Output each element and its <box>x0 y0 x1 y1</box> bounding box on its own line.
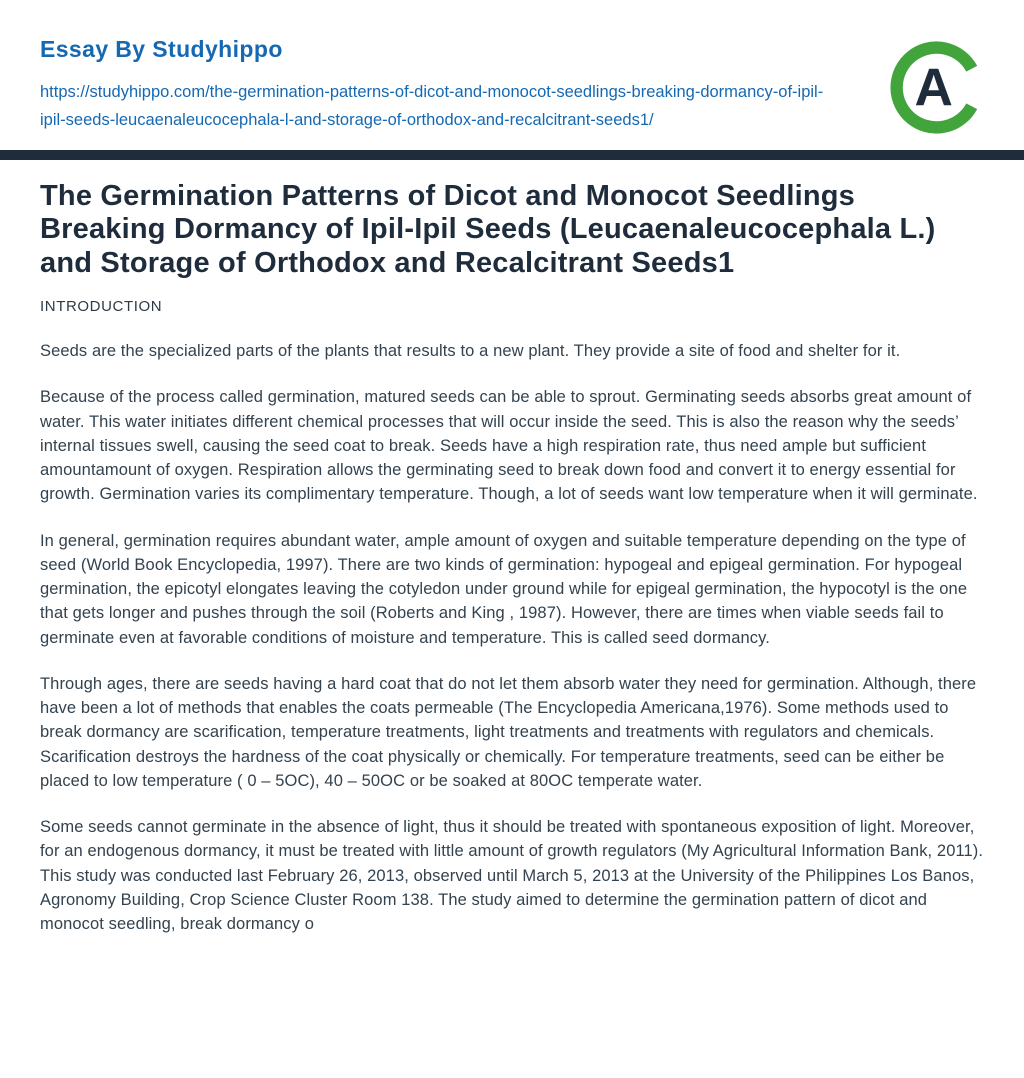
essay-title: The Germination Patterns of Dicot and Monocot Seedlings Breaking Dormancy of Ipil-Ipil Seeds (Leucaenaleucocephala L.) and Storage of Orthodox and Recalcitrant Seeds1 <box>40 180 936 279</box>
studyhippo-logo <box>889 40 984 135</box>
essay-content <box>0 160 1024 936</box>
logo-letter: A <box>914 58 953 118</box>
header-divider <box>0 150 1024 160</box>
page-header <box>0 0 1024 134</box>
paragraph: Some seeds cannot germinate in the absence of light, thus it should be treated with spontaneous exposition of light. Moreover, for an endogenous dormancy, it must be treated with little amount of growth regulators (My Agricultural Information Bank, 2011). This study was conducted last February 26, 2013, observed until March 5, 2013 at the University of the Philippines Los Banos, Agronomy Building, Crop Science Cluster Room 138. The study aimed to determine the germination pattern of dicot and monocot seedling, break dormancy o <box>40 818 984 934</box>
essay-url-link[interactable]: https://studyhippo.com/the-germination-patterns-of-dicot-and-monocot-seedlings-breaking-dormancy-of-ipil-ipil-seeds-leucaenaleucocephala-l-and-storage-of-orthodox-and-recalcitrant-seeds1/ <box>40 83 824 130</box>
section-heading-introduction: INTRODUCTION <box>40 298 163 316</box>
paragraph: Through ages, there are seeds having a hard coat that do not let them absorb water they need for germination. Although, there have been a lot of methods that enables the coats permeable (The Encyclopedia Americana,1976). Some methods used to break dormancy are scarification, temperature treatments, light treatments and treatments with regulators and chemicals. Scarification destroys the hardness of the coat physically or chemically. For temperature treatments, seed can be either be placed to low temperature ( 0 – 5OC), 40 – 50OC or be soaked at 80OC temperate water. <box>40 674 977 790</box>
site-title: Essay By Studyhippo <box>40 36 283 62</box>
paragraph: In general, germination requires abundant water, ample amount of oxygen and suitable temperature depending on the type of seed (World Book Encyclopedia, 1997). There are two kinds of germination: hypogeal and epigeal germination. For hypogeal germination, the epicotyl elongates leaving the cotyledon under ground while for epigeal germination, the hypocotyl is the one that gets longer and pushes through the soil (Roberts and King , 1987). However, there are times when viable seeds fail to germinate even at favorable conditions of moisture and temperature. This is called seed dormancy. <box>40 531 968 647</box>
paragraph: Because of the process called germination, matured seeds can be able to sprout. Germinating seeds absorbs great amount of water. This water initiates different chemical processes that will occur inside the seed. This is also the reason why the seeds’ internal tissues swell, causing the seed coat to break. Seeds have a high respiration rate, thus need ample but sufficient amountamount of oxygen. Respiration allows the germinating seed to break down food and convert it to energy essential for growth. Germination varies its complimentary temperature. Though, a lot of seeds want low temperature when it will germinate. <box>40 388 978 504</box>
studyhippo-logo-icon <box>889 40 984 135</box>
paragraph: Seeds are the specialized parts of the plants that results to a new plant. They provide a site of food and shelter for it. <box>40 342 901 361</box>
